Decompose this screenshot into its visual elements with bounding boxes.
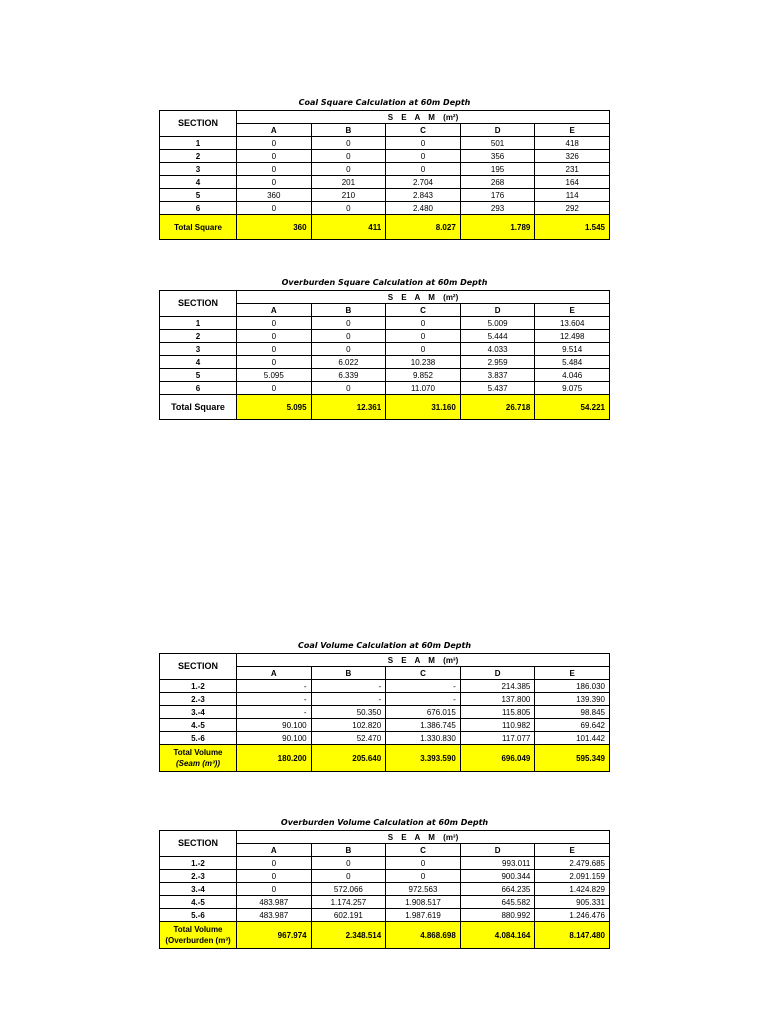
table-cell: 90.100	[237, 732, 312, 745]
table-cell: 1.174.257	[311, 896, 386, 909]
table-cell: 0	[237, 176, 312, 189]
row-label: 1.-2	[160, 680, 237, 693]
overburden-square-title: Overburden Square Calculation at 60m Depth	[281, 278, 488, 287]
table-cell: 418	[535, 137, 610, 150]
table-cell: 0	[386, 343, 461, 356]
row-label: 2	[160, 330, 237, 343]
table-cell: 110.982	[460, 719, 535, 732]
column-header-a: A	[237, 124, 312, 137]
table-row	[160, 369, 610, 382]
table-cell: 676.015	[386, 706, 461, 719]
table-row	[160, 137, 610, 150]
column-header-c: C	[386, 124, 461, 137]
table-cell: 0	[311, 330, 386, 343]
table-cell: 645.582	[460, 896, 535, 909]
table-cell: -	[311, 680, 386, 693]
table-cell: 231	[535, 163, 610, 176]
overburden-volume-block	[159, 817, 610, 949]
table-cell: 5.009	[460, 317, 535, 330]
total-cell: 180.200	[237, 745, 312, 772]
table-cell: 0	[237, 343, 312, 356]
table-cell: 69.642	[535, 719, 610, 732]
column-header-e: E	[535, 124, 610, 137]
row-label: 5	[160, 369, 237, 382]
table-cell: 3.837	[460, 369, 535, 382]
total-cell: 595.349	[535, 745, 610, 772]
coal-volume-table	[159, 653, 610, 772]
total-cell: 411	[311, 215, 386, 240]
table-cell: 0	[386, 317, 461, 330]
row-label: 2	[160, 150, 237, 163]
table-cell: 0	[386, 870, 461, 883]
table-cell: 2.091.159	[535, 870, 610, 883]
table-cell: 11.070	[386, 382, 461, 395]
table-cell: 0	[237, 202, 312, 215]
table-cell: 0	[311, 870, 386, 883]
row-label: 3	[160, 343, 237, 356]
table-cell: 137.800	[460, 693, 535, 706]
seam-unit: (m³)	[443, 832, 459, 842]
table-cell: 1.330.830	[386, 732, 461, 745]
table-cell: 0	[237, 870, 312, 883]
table-cell: 5.444	[460, 330, 535, 343]
table-cell: 664.235	[460, 883, 535, 896]
total-label	[160, 745, 237, 772]
total-cell: 1.789	[460, 215, 535, 240]
seam-label: S E A M	[387, 112, 438, 122]
total-label-line1: Total Volume	[173, 748, 223, 757]
table-cell: 102.820	[311, 719, 386, 732]
table-cell: 6.022	[311, 356, 386, 369]
table-row	[160, 330, 610, 343]
column-header-e: E	[535, 844, 610, 857]
column-header-d: D	[460, 844, 535, 857]
table-cell: 139.390	[535, 693, 610, 706]
total-cell: 360	[237, 215, 312, 240]
table-cell: 186.030	[535, 680, 610, 693]
column-header-a: A	[237, 304, 312, 317]
overburden-volume-title: Overburden Volume Calculation at 60m Depth	[280, 818, 489, 827]
row-label: 2.-3	[160, 870, 237, 883]
seam-label: S E A M	[387, 655, 438, 665]
table-row	[160, 896, 610, 909]
total-cell: 26.718	[460, 395, 535, 420]
section-header: SECTION	[160, 654, 237, 680]
section-header: SECTION	[160, 831, 237, 857]
total-cell: 5.095	[237, 395, 312, 420]
table-cell: 0	[386, 330, 461, 343]
total-row	[160, 922, 610, 949]
total-row	[160, 215, 610, 240]
table-cell: 0	[386, 163, 461, 176]
table-cell: 572.066	[311, 883, 386, 896]
table-cell: 0	[311, 382, 386, 395]
column-header-e: E	[535, 667, 610, 680]
table-cell: 2.704	[386, 176, 461, 189]
table-cell: 176	[460, 189, 535, 202]
table-cell: 326	[535, 150, 610, 163]
table-cell: 90.100	[237, 719, 312, 732]
table-cell: 0	[237, 317, 312, 330]
row-label: 1.-2	[160, 857, 237, 870]
table-cell: 10.238	[386, 356, 461, 369]
table-cell: 0	[237, 382, 312, 395]
total-cell: 967.974	[237, 922, 312, 949]
total-label: Total Square	[160, 215, 237, 240]
total-label: Total Square	[160, 395, 237, 420]
table-row	[160, 343, 610, 356]
table-cell: 1.987.619	[386, 909, 461, 922]
table-cell: 0	[311, 343, 386, 356]
table-cell: 50.350	[311, 706, 386, 719]
seam-header	[237, 831, 610, 844]
seam-header	[237, 111, 610, 124]
table-cell: -	[386, 693, 461, 706]
table-cell: 2.959	[460, 356, 535, 369]
table-cell: 9.852	[386, 369, 461, 382]
row-label: 2.-3	[160, 693, 237, 706]
column-header-b: B	[311, 304, 386, 317]
total-cell: 54.221	[535, 395, 610, 420]
row-label: 5	[160, 189, 237, 202]
table-cell: 5.437	[460, 382, 535, 395]
total-cell: 4.084.164	[460, 922, 535, 949]
table-cell: 2.480	[386, 202, 461, 215]
column-header-d: D	[460, 124, 535, 137]
table-row	[160, 356, 610, 369]
coal-volume-block	[159, 640, 610, 772]
table-row	[160, 176, 610, 189]
section-header: SECTION	[160, 291, 237, 317]
total-row	[160, 395, 610, 420]
table-row	[160, 857, 610, 870]
table-cell: 0	[386, 137, 461, 150]
total-label-line2: (Seam (m³))	[175, 759, 220, 768]
column-header-d: D	[460, 304, 535, 317]
table-cell: -	[237, 680, 312, 693]
seam-unit: (m²)	[443, 292, 459, 302]
table-cell: 993.011	[460, 857, 535, 870]
overburden-square-block	[159, 277, 610, 420]
total-cell: 2.348.514	[311, 922, 386, 949]
table-cell: 0	[311, 202, 386, 215]
column-header-b: B	[311, 667, 386, 680]
seam-header	[237, 654, 610, 667]
column-header-b: B	[311, 844, 386, 857]
seam-unit: (m³)	[443, 655, 459, 665]
coal-square-block	[159, 97, 610, 240]
column-header-d: D	[460, 667, 535, 680]
table-cell: 905.331	[535, 896, 610, 909]
table-cell: -	[237, 693, 312, 706]
table-cell: 0	[386, 857, 461, 870]
seam-unit: (m²)	[443, 112, 459, 122]
table-cell: -	[386, 680, 461, 693]
table-cell: 0	[237, 163, 312, 176]
table-row	[160, 693, 610, 706]
table-cell: 0	[311, 163, 386, 176]
table-cell: 356	[460, 150, 535, 163]
table-cell: 201	[311, 176, 386, 189]
total-label	[160, 922, 237, 949]
table-row	[160, 732, 610, 745]
row-label: 3.-4	[160, 883, 237, 896]
column-header-b: B	[311, 124, 386, 137]
row-label: 6	[160, 202, 237, 215]
coal-square-table	[159, 110, 610, 240]
table-cell: 1.246.476	[535, 909, 610, 922]
total-cell: 8.027	[386, 215, 461, 240]
row-label: 4.-5	[160, 896, 237, 909]
table-cell: 5.484	[535, 356, 610, 369]
table-cell: 0	[386, 150, 461, 163]
table-cell: 501	[460, 137, 535, 150]
column-header-a: A	[237, 667, 312, 680]
row-label: 5.-6	[160, 732, 237, 745]
row-label: 6	[160, 382, 237, 395]
table-cell: 0	[237, 137, 312, 150]
table-cell: 1.908.517	[386, 896, 461, 909]
table-cell: 9.514	[535, 343, 610, 356]
overburden-volume-table	[159, 830, 610, 949]
table-row	[160, 883, 610, 896]
table-row	[160, 150, 610, 163]
coal-volume-title: Coal Volume Calculation at 60m Depth	[297, 641, 472, 650]
coal-square-title: Coal Square Calculation at 60m Depth	[298, 98, 471, 107]
table-cell: 4.046	[535, 369, 610, 382]
seam-header	[237, 291, 610, 304]
table-row	[160, 163, 610, 176]
table-cell: 0	[311, 317, 386, 330]
total-cell: 12.361	[311, 395, 386, 420]
table-cell: -	[237, 706, 312, 719]
table-cell: 1.386.745	[386, 719, 461, 732]
seam-label: S E A M	[387, 292, 438, 302]
table-cell: 0	[237, 150, 312, 163]
row-label: 3.-4	[160, 706, 237, 719]
table-cell: 210	[311, 189, 386, 202]
table-row	[160, 909, 610, 922]
table-cell: 0	[237, 857, 312, 870]
table-cell: 2.843	[386, 189, 461, 202]
table-cell: 292	[535, 202, 610, 215]
total-cell: 3.393.590	[386, 745, 461, 772]
table-row	[160, 706, 610, 719]
row-label: 4.-5	[160, 719, 237, 732]
table-cell: 12.498	[535, 330, 610, 343]
table-cell: 972.563	[386, 883, 461, 896]
overburden-square-table	[159, 290, 610, 420]
table-cell: 880.992	[460, 909, 535, 922]
total-cell: 31.160	[386, 395, 461, 420]
total-cell: 696.049	[460, 745, 535, 772]
column-header-c: C	[386, 667, 461, 680]
table-cell: 114	[535, 189, 610, 202]
table-cell: 0	[311, 137, 386, 150]
table-cell: 2.479.685	[535, 857, 610, 870]
table-cell: 4.033	[460, 343, 535, 356]
table-cell: 0	[237, 330, 312, 343]
table-row	[160, 202, 610, 215]
total-label-line1: Total Volume	[173, 925, 223, 934]
table-cell: 164	[535, 176, 610, 189]
total-row	[160, 745, 610, 772]
table-cell: 115.805	[460, 706, 535, 719]
table-cell: 117.077	[460, 732, 535, 745]
table-row	[160, 317, 610, 330]
table-cell: 13.604	[535, 317, 610, 330]
row-label: 1	[160, 137, 237, 150]
total-cell: 1.545	[535, 215, 610, 240]
table-cell: 483.987	[237, 909, 312, 922]
table-cell: -	[311, 693, 386, 706]
table-cell: 293	[460, 202, 535, 215]
table-cell: 101.442	[535, 732, 610, 745]
table-cell: 900.344	[460, 870, 535, 883]
row-label: 1	[160, 317, 237, 330]
table-cell: 483.987	[237, 896, 312, 909]
total-cell: 205.640	[311, 745, 386, 772]
column-header-a: A	[237, 844, 312, 857]
table-cell: 214.385	[460, 680, 535, 693]
row-label: 4	[160, 176, 237, 189]
table-row	[160, 719, 610, 732]
table-cell: 1.424.829	[535, 883, 610, 896]
table-cell: 0	[311, 150, 386, 163]
table-cell: 52.470	[311, 732, 386, 745]
table-cell: 195	[460, 163, 535, 176]
table-cell: 268	[460, 176, 535, 189]
total-cell: 8.147.480	[535, 922, 610, 949]
table-row	[160, 680, 610, 693]
column-header-e: E	[535, 304, 610, 317]
column-header-c: C	[386, 844, 461, 857]
table-cell: 9.075	[535, 382, 610, 395]
table-cell: 98.845	[535, 706, 610, 719]
table-cell: 5.095	[237, 369, 312, 382]
table-row	[160, 382, 610, 395]
total-label-line2: (Overburden (m³)	[165, 936, 231, 945]
column-header-c: C	[386, 304, 461, 317]
total-cell: 4.868.698	[386, 922, 461, 949]
table-cell: 0	[237, 356, 312, 369]
table-cell: 6.339	[311, 369, 386, 382]
table-cell: 602.191	[311, 909, 386, 922]
table-cell: 360	[237, 189, 312, 202]
section-header: SECTION	[160, 111, 237, 137]
row-label: 4	[160, 356, 237, 369]
table-row	[160, 870, 610, 883]
table-cell: 0	[237, 883, 312, 896]
row-label: 3	[160, 163, 237, 176]
table-cell: 0	[311, 857, 386, 870]
seam-label: S E A M	[387, 832, 438, 842]
row-label: 5.-6	[160, 909, 237, 922]
table-row	[160, 189, 610, 202]
